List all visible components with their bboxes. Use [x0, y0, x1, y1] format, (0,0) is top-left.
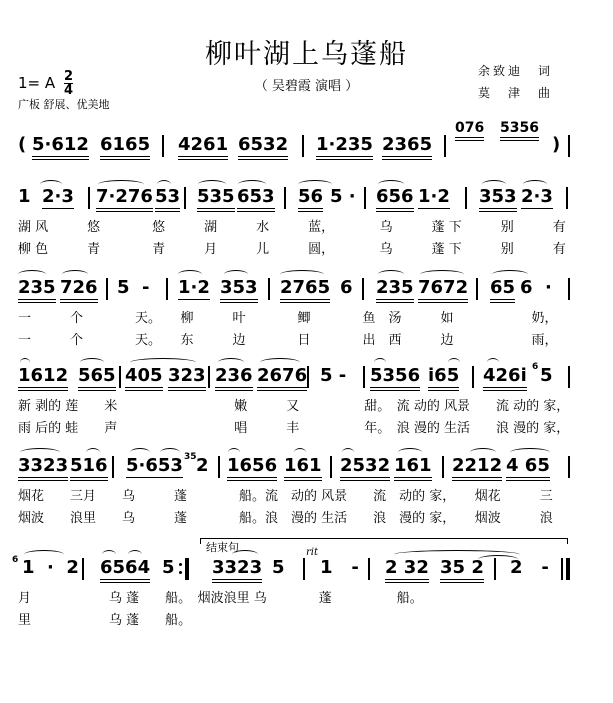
slur [238, 180, 266, 189]
note-group: 2765 [280, 277, 330, 303]
slur [228, 448, 240, 457]
key-label: 1= A [18, 74, 56, 92]
slur [18, 270, 46, 279]
note-group: 6532 [238, 134, 288, 160]
tempo-marking: 广板 舒展、优美地 [18, 98, 110, 111]
slur [178, 270, 202, 279]
barline [568, 135, 570, 157]
note-group: 2 32 [385, 557, 429, 583]
note-group: 656 [376, 186, 414, 212]
ending-label: 结束句 [206, 541, 239, 554]
lyric-verse-1: 新 剥的 莲 米 嫩 又 甜。 流 动的 风景 流 动的 家， [18, 399, 570, 414]
note-group: 5356 [500, 120, 539, 141]
slur [224, 270, 248, 279]
barline [330, 456, 332, 478]
barline [566, 187, 568, 209]
slur [342, 448, 354, 457]
barline [119, 366, 121, 388]
repeat-dot [179, 571, 182, 574]
barline [82, 558, 84, 580]
lyric-verse-1: 湖 风 悠 悠 湖 水 蓝， 乌 蓬 下 别 有 [18, 220, 566, 235]
note-group: 5 · [330, 186, 356, 207]
lyric-verse-2: 柳 色 青 青 月 儿 圆， 乌 蓬 下 别 有 [18, 242, 566, 257]
note-group: 5 [540, 365, 553, 386]
note-group: 161 [394, 455, 432, 481]
note-group: 426i [483, 365, 527, 391]
note-group: 1 · 2 [22, 557, 79, 578]
note-group: 2 - [510, 557, 549, 578]
barline [162, 135, 164, 157]
note-group: 565 [78, 365, 116, 391]
final-barline-thin [561, 558, 563, 580]
slur [62, 270, 88, 279]
note-group: 6165 [100, 134, 150, 160]
slur [374, 358, 386, 367]
note-group: 7672 [418, 277, 468, 303]
note-group: i65 [428, 365, 459, 391]
grace-note-6a: 6 [532, 362, 539, 372]
grace-note-6b: 6 [12, 555, 19, 565]
note-group: 516 [70, 455, 108, 481]
note-group: 353 [220, 277, 258, 303]
note-group: 1·235 [316, 134, 373, 160]
note-group: 726 [60, 277, 98, 303]
slur [130, 448, 150, 457]
slur [130, 358, 196, 367]
slur [20, 448, 60, 457]
note-group: 35 2 [440, 557, 484, 583]
note-group: 236 [215, 365, 253, 391]
slur [20, 358, 30, 367]
slur [260, 358, 300, 367]
note-group: 323 [168, 365, 206, 391]
note-group: 1 - [320, 557, 359, 578]
time-signature [64, 70, 73, 97]
slur [102, 550, 116, 559]
slur [492, 270, 528, 279]
note-group: 535 [197, 186, 235, 212]
note-group: 5 - [117, 277, 150, 298]
note-group: 2365 [382, 134, 432, 160]
barline [218, 456, 220, 478]
time-sig-denominator: 4 [63, 83, 73, 98]
note-group: 5 [162, 557, 175, 578]
note-group: 076 [455, 120, 484, 141]
slur [280, 270, 324, 279]
note-group: 65 [490, 277, 515, 303]
note-group: 2676 [257, 365, 307, 391]
note-group: 1 [18, 186, 31, 207]
barline [303, 558, 305, 580]
ending-bracket-right [567, 538, 568, 544]
note-group: 2·3 [521, 186, 553, 207]
lyricist-credit: 余致迪 词 [478, 64, 554, 78]
note-group: 1·2 [178, 277, 210, 298]
lyric-verse-2: 里 乌 蓬 船。 [18, 613, 192, 628]
note-group: 6 [340, 277, 353, 298]
barline [476, 278, 478, 300]
note-group: 653 [237, 186, 275, 212]
note-group: 1612 [18, 365, 68, 391]
barline [568, 456, 570, 478]
final-barline-thick [566, 558, 570, 580]
note-group: 2·3 [42, 186, 74, 207]
barline [444, 135, 446, 157]
ending-bracket-left [200, 538, 201, 544]
note-group: 4261 [178, 134, 228, 160]
note-group: 56 [298, 186, 323, 212]
note-group: 161 [284, 455, 322, 481]
slur [86, 448, 100, 457]
ending-bracket [200, 538, 568, 539]
note-group: 3323 [18, 455, 68, 481]
barline [465, 187, 467, 209]
barline [284, 187, 286, 209]
note-group: 235 [18, 277, 56, 303]
slur [378, 180, 404, 189]
barline [568, 366, 570, 388]
barline [442, 456, 444, 478]
note-group: 1·2 [418, 186, 450, 207]
slur [482, 180, 506, 189]
slur [398, 448, 422, 457]
repeat-dot [179, 563, 182, 566]
slur [523, 180, 547, 189]
composer-credit: 莫 津 曲 [478, 86, 554, 100]
note-group: 6564 [100, 557, 150, 583]
slur [157, 180, 171, 189]
slur [198, 180, 226, 189]
slur [378, 270, 404, 279]
note-group: ) [552, 134, 561, 155]
slur [98, 180, 144, 189]
lyric-verse-2: 烟波 浪里 乌 蓬 船。浪 漫的 生活 浪 漫的 家， 烟波 浪 [18, 511, 553, 526]
slur [470, 448, 496, 457]
note-group: 5·653 [126, 455, 183, 476]
note-group: 5 [272, 557, 285, 578]
lyric-verse-2: 一 个 天。 东 边 日 出 西 边 雨， [18, 333, 558, 348]
ritardando-mark: rit [306, 547, 318, 558]
barline [362, 278, 364, 300]
barline [363, 366, 365, 388]
barline [364, 187, 366, 209]
grace-note-35: 35 [184, 452, 197, 462]
lyric-verse-1: 烟花 三月 乌 蓬 船。流 动的 风景 流 动的 家， 烟花 三 [18, 489, 553, 504]
lyric-verse-2: 雨 后的 蛙 声 唱 丰 年。 浪 漫的 生活 浪 漫的 家， [18, 421, 570, 436]
barline [268, 278, 270, 300]
note-group: 5 - [320, 365, 347, 386]
note-group: 53 [155, 186, 180, 212]
slur [448, 358, 460, 367]
barline [472, 366, 474, 388]
note-group: 235 [376, 277, 414, 303]
slur [510, 448, 550, 457]
slur [40, 180, 62, 189]
slur [478, 555, 518, 564]
barline [368, 558, 370, 580]
note-group: 4 65 [506, 455, 550, 481]
note-group: 5·612 [32, 134, 89, 160]
barline [88, 187, 90, 209]
barline [166, 278, 168, 300]
note-group: 6 · [520, 277, 552, 298]
slur [420, 270, 464, 279]
lyric-verse-1: 一 个 天。 柳 叶 鲫 鱼 汤 如 奶， [18, 311, 558, 326]
barline [184, 187, 186, 209]
singer-credit: （ 吴碧霞 演唱 ） [254, 79, 359, 94]
slur [24, 550, 64, 559]
note-group: 2212 [452, 455, 502, 481]
note-group: 2532 [340, 455, 390, 481]
time-sig-numerator: 2 [63, 69, 73, 84]
slur [128, 550, 142, 559]
slur [80, 358, 104, 367]
barline [112, 456, 114, 478]
note-group: 3323 [212, 557, 262, 583]
note-group: 2 [196, 455, 209, 476]
barline [307, 366, 309, 388]
slur [232, 550, 258, 559]
note-group: 1656 [227, 455, 277, 481]
note-group: 405 [125, 365, 163, 391]
barline [208, 366, 210, 388]
note-group: ( [18, 134, 27, 155]
note-group: 353 [479, 186, 517, 212]
barline [568, 278, 570, 300]
note-group: 7·276 [96, 186, 153, 212]
slur [294, 448, 306, 457]
slur [487, 358, 499, 367]
song-title: 柳叶湖上乌蓬船 [205, 39, 408, 70]
repeat-barline [185, 558, 189, 580]
slur [298, 180, 332, 189]
note-group: 5356 [370, 365, 420, 391]
barline [106, 278, 108, 300]
key-signature [18, 70, 73, 97]
lyric-verse-1: 月 乌 蓬 船。 烟波浪里 乌 蓬 船。 [18, 591, 423, 606]
slur [218, 358, 244, 367]
slur [160, 448, 180, 457]
barline [302, 135, 304, 157]
